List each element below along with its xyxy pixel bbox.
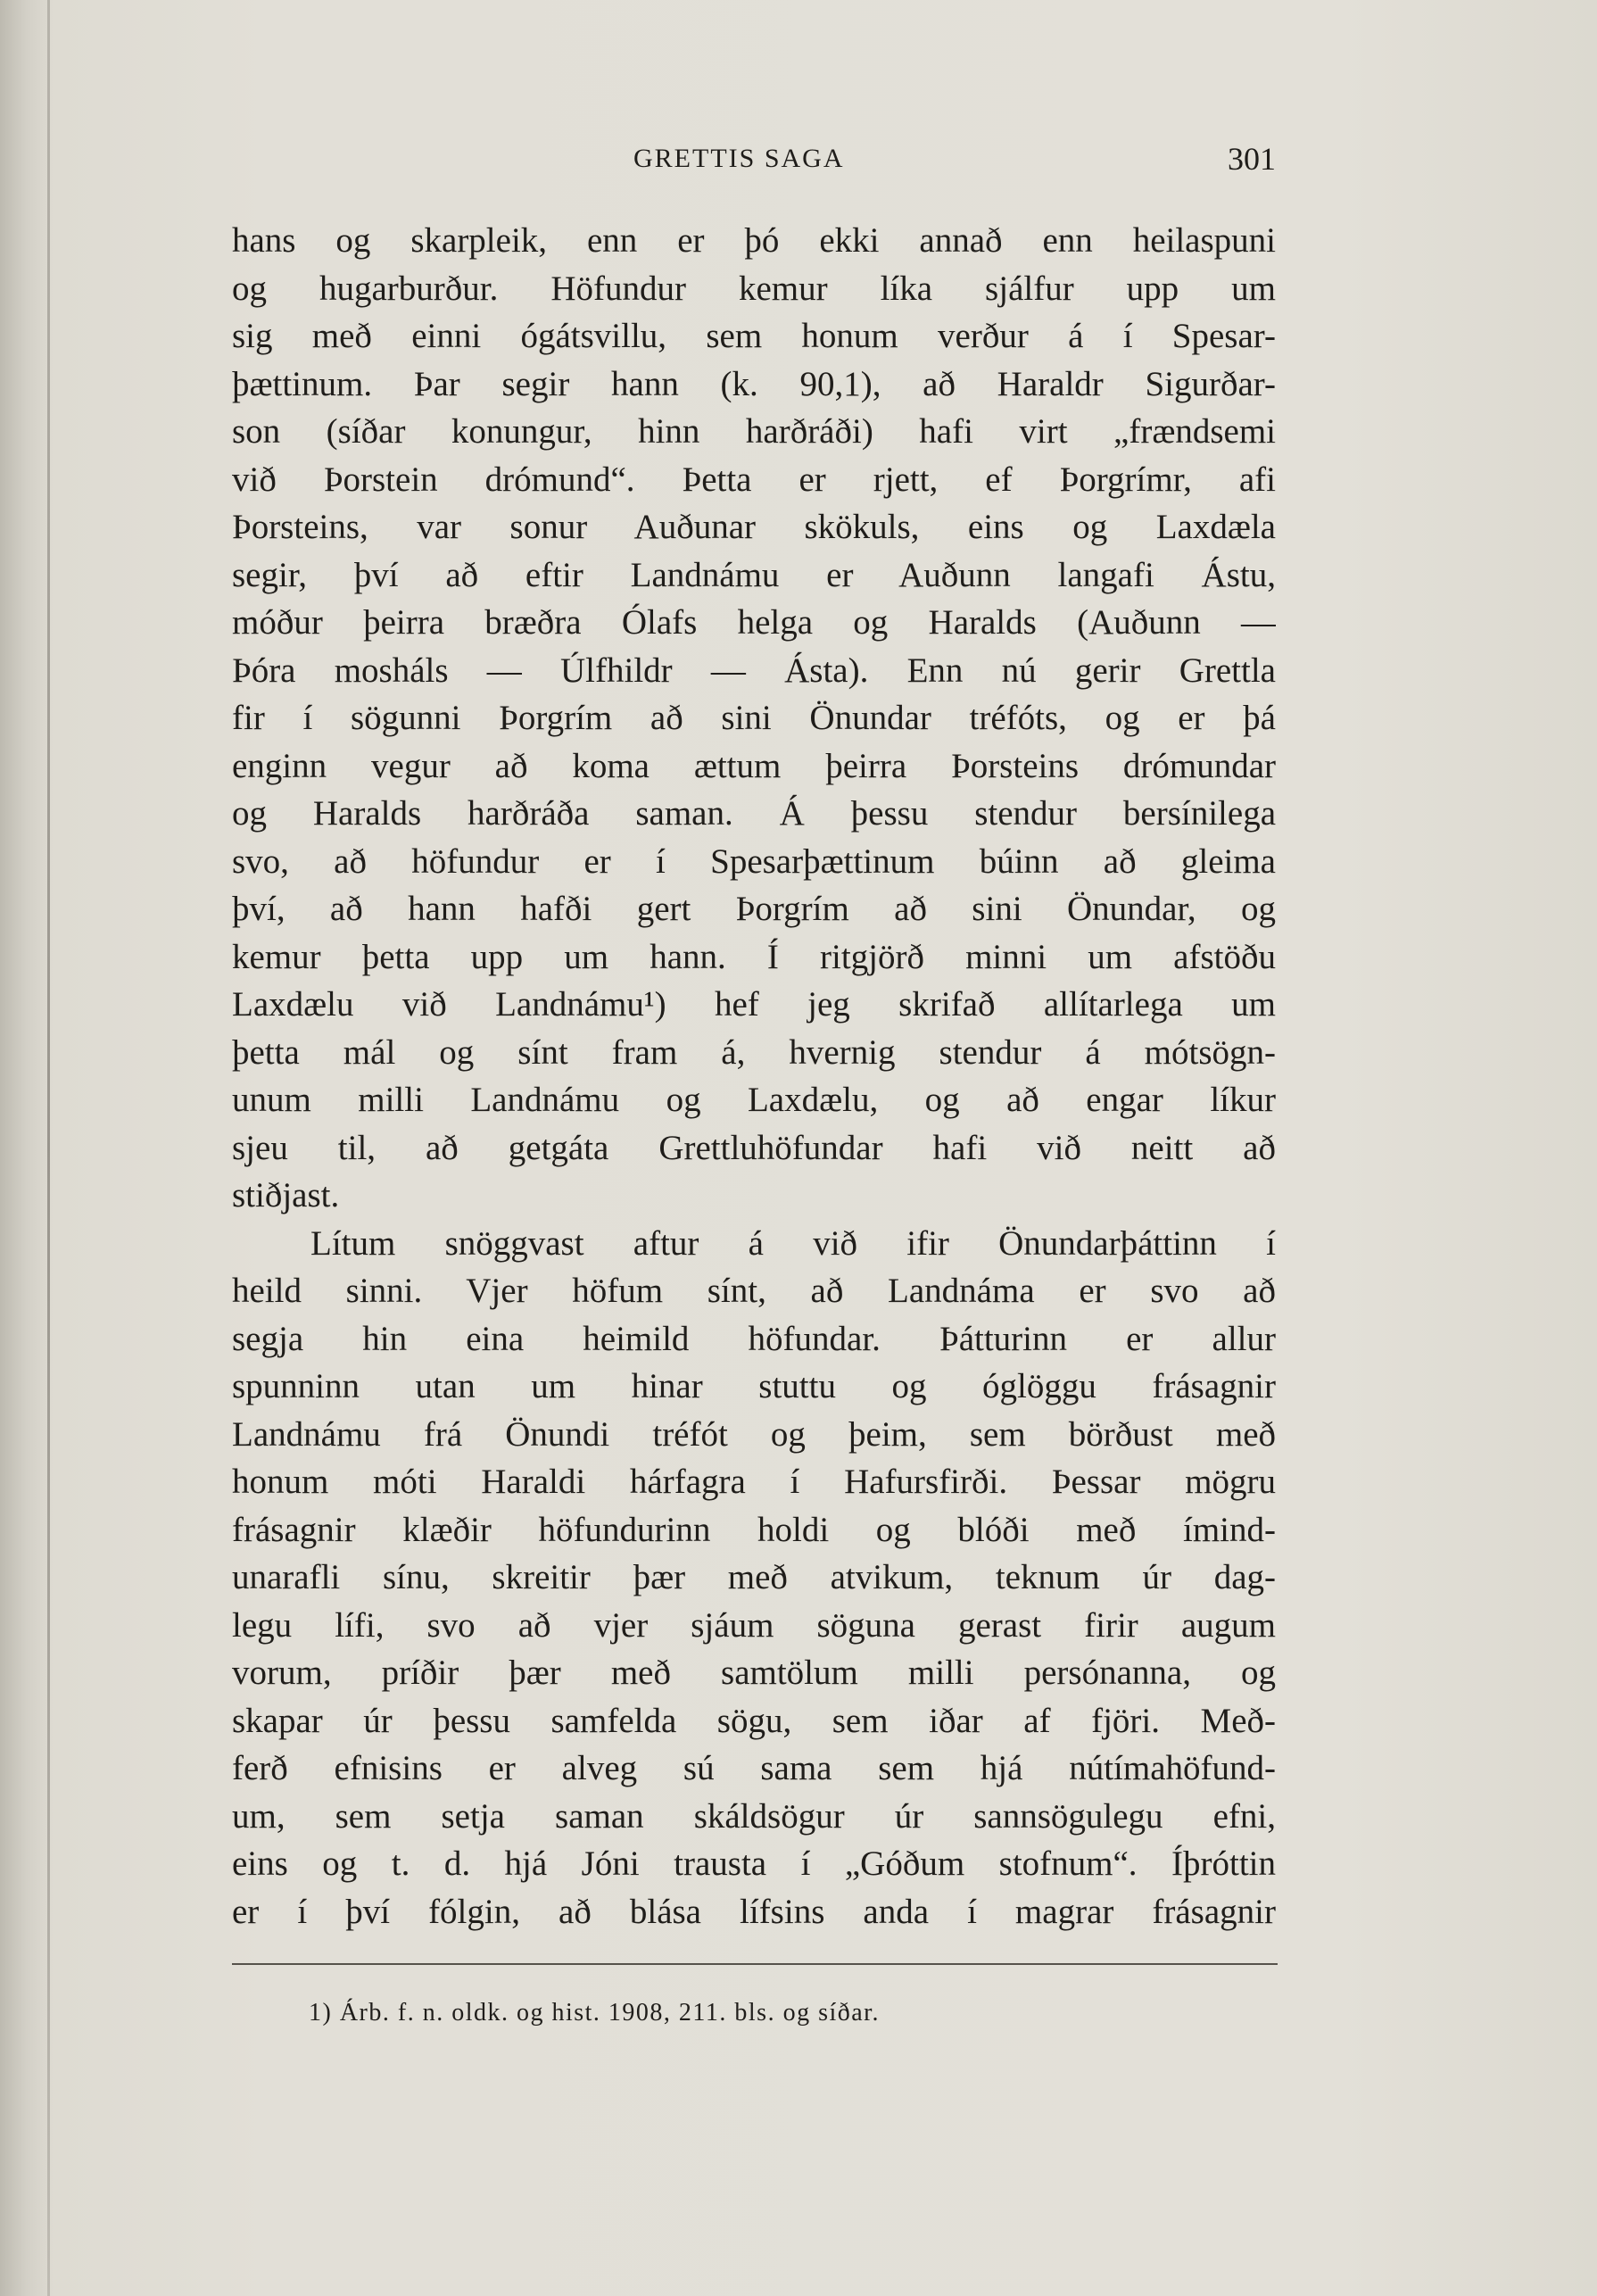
footnote: 1) Árb. f. n. oldk. og hist. 1908, 211. bls. og síðar.	[309, 1999, 880, 2027]
text-line: heild sinni. Vjer höfum sínt, að Landnáma er svo að	[232, 1272, 1276, 1310]
text-line: segir, því að eftir Landnámu er Auðunn langafi Ástu,	[232, 555, 1276, 594]
page-header	[232, 141, 1276, 177]
text-line: Landnámu frá Önundi tréfót og þeim, sem börðust með	[232, 1414, 1276, 1454]
text-line: því, að hann hafði gert Þorgrím að sini Önundar, og	[232, 890, 1276, 928]
running-title: GRETTIS SAGA	[633, 144, 845, 173]
text-line: hans og skarpleik, enn er þó ekki annað enn heilaspuni	[232, 221, 1276, 260]
text-line: son (síðar konungur, hinn harðráði) hafi virt „frændsemi	[232, 412, 1276, 451]
page-number: 301	[1228, 141, 1276, 177]
body-text	[232, 217, 1276, 1935]
text-line: sjeu til, að getgáta Grettluhöfundar hafi við neitt að	[232, 1128, 1276, 1167]
text-line: svo, að höfundur er í Spesarþættinum búinn að gleima	[232, 841, 1276, 881]
text-line: legu lífi, svo að vjer sjáum söguna gerast firir augum	[232, 1605, 1276, 1645]
text-line: sig með einni ógátsvillu, sem honum verður á í Spesar-	[232, 317, 1276, 355]
text-line: Laxdælu við Landnámu¹) hef jeg skrifað allítarlega um	[232, 985, 1276, 1024]
text-line: móður þeirra bræðra Ólafs helga og Haralds (Auðunn —	[232, 603, 1276, 642]
text-line: ferð efnisins er alveg sú sama sem hjá nútímahöfund-	[232, 1749, 1276, 1787]
text-line: enginn vegur að koma ættum þeirra Þorsteins drómundar	[232, 746, 1276, 785]
text-line: fir í sögunni Þorgrím að sini Önundar tréfóts, og er þá	[232, 699, 1276, 737]
text-line: segja hin eina heimild höfundar. Þátturinn er allur	[232, 1319, 1276, 1358]
text-line: þetta mál og sínt fram á, hvernig stendur á mótsögn-	[232, 1032, 1276, 1072]
text-line: stiðjast.	[232, 1176, 340, 1214]
text-line: og hugarburður. Höfundur kemur líka sjálfur upp um	[232, 269, 1276, 308]
text-line: um, sem setja saman skáldsögur úr sannsögulegu efni,	[232, 1796, 1276, 1836]
text-line: frásagnir klæðir höfundurinn holdi og blóði með ímind-	[232, 1510, 1276, 1549]
paragraph-start-line: Lítum snöggvast aftur á við ifir Önundarþáttinn í	[310, 1223, 1276, 1263]
text-line: vorum, príðir þær með samtölum milli persónanna, og	[232, 1654, 1276, 1692]
text-line: eins og t. d. hjá Jóni trausta í „Góðum stofnum“. Íþróttin	[232, 1844, 1276, 1883]
text-line: kemur þetta upp um hann. Í ritgjörð minni um afstöðu	[232, 937, 1276, 976]
text-line: þættinum. Þar segir hann (k. 90,1), að Haraldr Sigurðar-	[232, 364, 1276, 403]
text-line: honum móti Haraldi hárfagra í Hafursfirði. Þessar mögru	[232, 1463, 1276, 1501]
text-line: unum milli Landnámu og Laxdælu, og að engar líkur	[232, 1081, 1276, 1119]
text-line: skapar úr þessu samfelda sögu, sem iðar af fjöri. Með-	[232, 1701, 1276, 1740]
page-gutter-shadow	[47, 0, 50, 2296]
text-line: unarafli sínu, skreitir þær með atvikum, teknum úr dag-	[232, 1558, 1276, 1596]
text-line: spunninn utan um hinar stuttu og óglöggu frásagnir	[232, 1367, 1276, 1405]
text-line: og Haralds harðráða saman. Á þessu stendur bersínilega	[232, 794, 1276, 833]
text-line: er í því fólgin, að blása lífsins anda í magrar frásagnir	[232, 1892, 1276, 1931]
text-line: Þóra mosháls — Úlfhildr — Ásta). Enn nú gerir Grettla	[232, 651, 1276, 690]
text-line: Þorsteins, var sonur Auðunar skökuls, eins og Laxdæla	[232, 508, 1276, 546]
text-line: við Þorstein drómund“. Þetta er rjett, ef Þorgrímr, afi	[232, 460, 1276, 499]
footnote-rule	[232, 1963, 1278, 1965]
